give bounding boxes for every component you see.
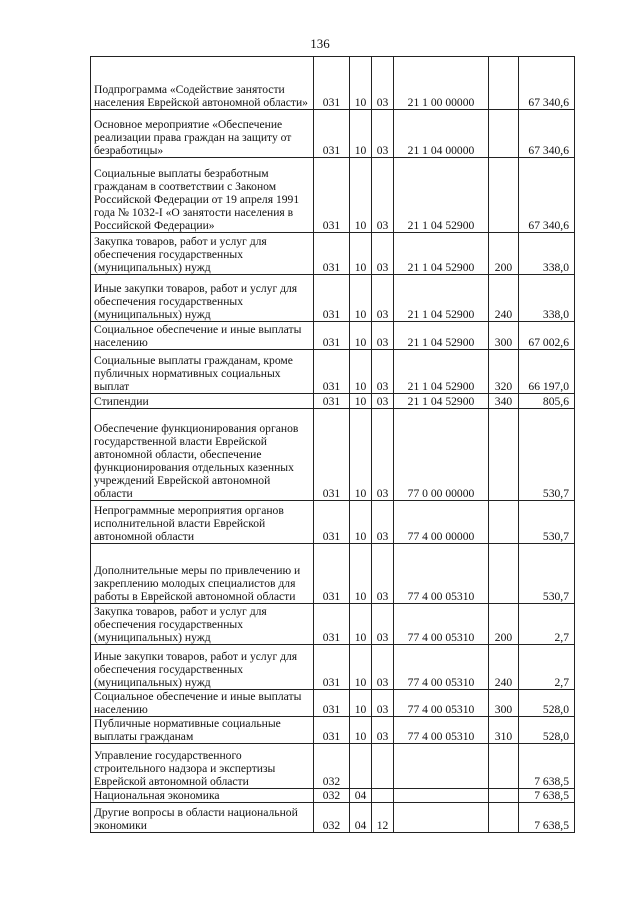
row-ved-cell	[314, 645, 350, 690]
row-name-cell	[91, 322, 314, 350]
table-row	[91, 394, 575, 409]
row-target-article-cell-text: 21 1 04 52900	[407, 336, 475, 349]
table-row	[91, 322, 575, 350]
row-ved-cell-text: 032	[322, 775, 341, 788]
row-subsection-cell	[372, 322, 394, 350]
table-row	[91, 501, 575, 544]
row-subsection-cell	[372, 158, 394, 233]
row-subsection-cell-text: 12	[376, 819, 389, 832]
row-name-cell	[91, 645, 314, 690]
row-name-cell-text: Публичные нормативные социальные выплаты гражданам	[94, 717, 281, 743]
row-name-cell	[91, 744, 314, 789]
row-amount-cell	[519, 275, 575, 322]
row-target-article-cell	[394, 233, 489, 275]
row-expense-type-cell	[489, 544, 519, 604]
row-target-article-cell-text: 21 1 04 52900	[407, 219, 475, 232]
row-ved-cell	[314, 501, 350, 544]
row-subsection-cell-text: 03	[376, 530, 389, 543]
row-ved-cell-text: 031	[322, 395, 341, 408]
row-name-cell	[91, 789, 314, 803]
row-ved-cell-text: 031	[322, 380, 341, 393]
row-amount-cell	[519, 233, 575, 275]
row-ved-cell-text: 031	[322, 487, 341, 500]
row-expense-type-cell-text: 300	[494, 336, 513, 349]
row-name-cell-text: Другие вопросы в области национальной экономики	[94, 806, 298, 832]
row-ved-cell-text: 031	[322, 676, 341, 689]
row-subsection-cell-text: 03	[376, 395, 389, 408]
row-amount-cell-text: 7 638,5	[534, 819, 569, 832]
row-section-cell	[350, 233, 372, 275]
row-amount-cell	[519, 409, 575, 501]
row-amount-cell	[519, 322, 575, 350]
row-subsection-cell	[372, 394, 394, 409]
row-ved-cell	[314, 744, 350, 789]
table-row	[91, 604, 575, 645]
row-subsection-cell-text: 03	[376, 308, 389, 321]
row-name-cell	[91, 803, 314, 833]
row-name-cell	[91, 409, 314, 501]
row-amount-cell	[519, 501, 575, 544]
row-expense-type-cell-text: 300	[494, 703, 513, 716]
row-section-cell-text: 10	[354, 96, 367, 109]
row-section-cell-text: 04	[354, 819, 367, 832]
row-ved-cell	[314, 803, 350, 833]
table-row	[91, 233, 575, 275]
row-section-cell-text: 10	[354, 730, 367, 743]
row-name-cell	[91, 604, 314, 645]
row-ved-cell-text: 031	[322, 219, 341, 232]
row-expense-type-cell	[489, 604, 519, 645]
row-name-cell	[91, 233, 314, 275]
row-expense-type-cell	[489, 275, 519, 322]
row-name-cell	[91, 717, 314, 744]
row-amount-cell	[519, 544, 575, 604]
row-amount-cell	[519, 645, 575, 690]
row-section-cell-text: 10	[354, 380, 367, 393]
row-expense-type-cell	[489, 744, 519, 789]
row-amount-cell-text: 338,0	[542, 261, 569, 274]
row-section-cell	[350, 604, 372, 645]
row-name-cell-text: Стипендии	[94, 395, 149, 408]
row-ved-cell	[314, 690, 350, 717]
row-subsection-cell-text: 03	[376, 631, 389, 644]
row-ved-cell-text: 031	[322, 261, 341, 274]
row-section-cell	[350, 544, 372, 604]
row-section-cell	[350, 717, 372, 744]
row-subsection-cell-text: 03	[376, 261, 389, 274]
row-target-article-cell	[394, 690, 489, 717]
row-ved-cell-text: 031	[322, 96, 341, 109]
row-subsection-cell	[372, 544, 394, 604]
row-expense-type-cell	[489, 394, 519, 409]
row-expense-type-cell-text: 340	[494, 395, 513, 408]
row-amount-cell-text: 67 340,6	[528, 144, 569, 157]
row-name-cell-text: Социальное обеспечение и иные выплаты населению	[94, 690, 302, 716]
row-section-cell-text: 10	[354, 261, 367, 274]
row-expense-type-cell	[489, 350, 519, 394]
row-target-article-cell-text: 77 4 00 05310	[407, 676, 475, 689]
row-expense-type-cell-text: 200	[494, 261, 513, 274]
row-name-cell-text: Подпрограмма «Содействие занятости населения Еврейской автономной области»	[94, 83, 308, 109]
row-target-article-cell	[394, 322, 489, 350]
row-section-cell-text: 10	[354, 308, 367, 321]
row-amount-cell	[519, 57, 575, 110]
row-name-cell-text: Непрограммные мероприятия органов исполнительной власти Еврейской автономной области	[94, 504, 284, 543]
row-amount-cell	[519, 717, 575, 744]
row-section-cell	[350, 57, 372, 110]
row-ved-cell-text: 031	[322, 703, 341, 716]
row-subsection-cell	[372, 501, 394, 544]
row-amount-cell-text: 2,7	[554, 676, 569, 689]
row-subsection-cell	[372, 744, 394, 789]
row-target-article-cell	[394, 604, 489, 645]
row-target-article-cell-text: 21 1 04 52900	[407, 308, 475, 321]
row-name-cell-text: Закупка товаров, работ и услуг для обеспечения государственных (муниципальных) нужд	[94, 605, 267, 644]
row-expense-type-cell	[489, 645, 519, 690]
table-body	[91, 57, 575, 833]
row-subsection-cell-text: 03	[376, 730, 389, 743]
row-subsection-cell-text: 03	[376, 487, 389, 500]
row-name-cell-text: Дополнительные меры по привлечению и закреплению молодых специалистов для работы в Еврейской автономной области	[94, 564, 301, 603]
row-section-cell	[350, 350, 372, 394]
row-subsection-cell-text: 03	[376, 336, 389, 349]
table-row	[91, 57, 575, 110]
row-amount-cell-text: 530,7	[542, 487, 569, 500]
row-subsection-cell	[372, 409, 394, 501]
table-row	[91, 717, 575, 744]
row-section-cell	[350, 322, 372, 350]
row-name-cell	[91, 690, 314, 717]
row-target-article-cell-text: 77 4 00 05310	[407, 730, 475, 743]
row-name-cell	[91, 394, 314, 409]
row-subsection-cell-text: 03	[376, 703, 389, 716]
row-subsection-cell	[372, 57, 394, 110]
row-section-cell	[350, 158, 372, 233]
row-amount-cell	[519, 690, 575, 717]
row-ved-cell-text: 032	[322, 789, 341, 802]
row-subsection-cell-text: 03	[376, 144, 389, 157]
row-section-cell-text: 10	[354, 395, 367, 408]
row-section-cell	[350, 409, 372, 501]
row-subsection-cell-text: 03	[376, 676, 389, 689]
row-expense-type-cell-text: 240	[494, 676, 513, 689]
row-expense-type-cell-text: 200	[494, 631, 513, 644]
row-subsection-cell	[372, 350, 394, 394]
row-ved-cell	[314, 110, 350, 158]
budget-table	[90, 56, 575, 833]
row-expense-type-cell	[489, 717, 519, 744]
row-name-cell	[91, 350, 314, 394]
row-section-cell-text: 10	[354, 530, 367, 543]
row-subsection-cell-text: 03	[376, 219, 389, 232]
row-subsection-cell-text: 03	[376, 96, 389, 109]
row-ved-cell	[314, 717, 350, 744]
row-section-cell	[350, 744, 372, 789]
row-section-cell-text: 10	[354, 676, 367, 689]
table-row	[91, 744, 575, 789]
row-target-article-cell	[394, 409, 489, 501]
row-amount-cell	[519, 350, 575, 394]
row-ved-cell-text: 031	[322, 631, 341, 644]
row-section-cell-text: 10	[354, 631, 367, 644]
row-amount-cell-text: 7 638,5	[534, 775, 569, 788]
row-amount-cell	[519, 789, 575, 803]
row-section-cell	[350, 645, 372, 690]
row-expense-type-cell	[489, 803, 519, 833]
table-row	[91, 690, 575, 717]
row-subsection-cell	[372, 717, 394, 744]
row-ved-cell	[314, 158, 350, 233]
row-section-cell-text: 10	[354, 487, 367, 500]
row-name-cell	[91, 544, 314, 604]
row-section-cell-text: 04	[354, 789, 367, 802]
row-expense-type-cell	[489, 690, 519, 717]
row-amount-cell	[519, 803, 575, 833]
row-expense-type-cell	[489, 158, 519, 233]
row-expense-type-cell	[489, 110, 519, 158]
row-target-article-cell	[394, 717, 489, 744]
row-ved-cell-text: 032	[322, 819, 341, 832]
row-target-article-cell-text: 77 0 00 00000	[407, 487, 475, 500]
row-name-cell-text: Иные закупки товаров, работ и услуг для обеспечения государственных (муниципальных) нужд	[94, 650, 298, 689]
row-expense-type-cell-text: 320	[494, 380, 513, 393]
row-ved-cell-text: 031	[322, 336, 341, 349]
row-name-cell-text: Национальная экономика	[94, 789, 220, 802]
row-ved-cell-text: 031	[322, 590, 341, 603]
row-name-cell-text: Закупка товаров, работ и услуг для обеспечения государственных (муниципальных) нужд	[94, 235, 267, 274]
row-ved-cell	[314, 233, 350, 275]
row-target-article-cell-text: 77 4 00 05310	[407, 590, 475, 603]
row-subsection-cell	[372, 275, 394, 322]
row-expense-type-cell	[489, 789, 519, 803]
row-section-cell-text: 10	[354, 144, 367, 157]
row-target-article-cell	[394, 744, 489, 789]
row-name-cell-text: Обеспечение функционирования органов государственной власти Еврейской автономной области, обеспечение функционирования отдельных казенных учреждений Еврейской автономной области	[94, 422, 299, 500]
table-row	[91, 645, 575, 690]
row-amount-cell-text: 7 638,5	[534, 789, 569, 802]
row-expense-type-cell	[489, 501, 519, 544]
row-subsection-cell	[372, 690, 394, 717]
row-section-cell	[350, 789, 372, 803]
row-amount-cell-text: 67 002,6	[528, 336, 569, 349]
row-ved-cell	[314, 409, 350, 501]
table-row	[91, 110, 575, 158]
row-name-cell	[91, 275, 314, 322]
row-target-article-cell	[394, 645, 489, 690]
row-ved-cell-text: 031	[322, 530, 341, 543]
table-row	[91, 409, 575, 501]
row-section-cell	[350, 394, 372, 409]
row-amount-cell-text: 67 340,6	[528, 96, 569, 109]
row-ved-cell	[314, 350, 350, 394]
row-subsection-cell	[372, 789, 394, 803]
row-subsection-cell	[372, 604, 394, 645]
row-name-cell-text: Иные закупки товаров, работ и услуг для обеспечения государственных (муниципальных) нужд	[94, 282, 298, 321]
row-target-article-cell-text: 21 1 04 52900	[407, 395, 475, 408]
row-amount-cell-text: 530,7	[542, 590, 569, 603]
row-expense-type-cell	[489, 57, 519, 110]
row-ved-cell	[314, 275, 350, 322]
row-ved-cell	[314, 604, 350, 645]
row-target-article-cell	[394, 789, 489, 803]
row-target-article-cell-text: 77 4 00 05310	[407, 703, 475, 716]
table-row	[91, 158, 575, 233]
row-amount-cell	[519, 158, 575, 233]
row-name-cell-text: Управление государственного строительного надзора и экспертизы Еврейской автономной области	[94, 749, 276, 788]
row-subsection-cell	[372, 233, 394, 275]
page-number: 136	[310, 36, 330, 51]
row-name-cell	[91, 501, 314, 544]
table-row	[91, 275, 575, 322]
row-target-article-cell	[394, 803, 489, 833]
row-ved-cell-text: 031	[322, 308, 341, 321]
row-target-article-cell	[394, 110, 489, 158]
row-target-article-cell-text: 77 4 00 00000	[407, 530, 475, 543]
row-subsection-cell-text: 03	[376, 380, 389, 393]
row-section-cell-text: 10	[354, 590, 367, 603]
row-amount-cell-text: 2,7	[554, 631, 569, 644]
row-name-cell	[91, 110, 314, 158]
row-amount-cell	[519, 394, 575, 409]
row-amount-cell-text: 528,0	[542, 703, 569, 716]
row-target-article-cell-text: 21 1 04 52900	[407, 380, 475, 393]
row-name-cell	[91, 158, 314, 233]
row-target-article-cell-text: 21 1 00 00000	[407, 96, 475, 109]
row-name-cell	[91, 57, 314, 110]
row-section-cell	[350, 803, 372, 833]
row-target-article-cell	[394, 544, 489, 604]
row-amount-cell-text: 338,0	[542, 308, 569, 321]
row-expense-type-cell-text: 310	[494, 730, 513, 743]
row-ved-cell	[314, 322, 350, 350]
row-amount-cell-text: 66 197,0	[528, 380, 569, 393]
row-name-cell-text: Социальные выплаты гражданам, кроме публичных нормативных социальных выплат	[94, 354, 293, 393]
row-name-cell-text: Основное мероприятие «Обеспечение реализации права граждан на защиту от безработицы»	[94, 118, 292, 157]
row-target-article-cell	[394, 57, 489, 110]
row-expense-type-cell	[489, 233, 519, 275]
row-target-article-cell-text: 21 1 04 00000	[407, 144, 475, 157]
row-target-article-cell-text: 77 4 00 05310	[407, 631, 475, 644]
row-amount-cell	[519, 744, 575, 789]
row-expense-type-cell-text: 240	[494, 308, 513, 321]
row-name-cell-text: Социальные выплаты безработным гражданам в соответствии с Законом Российской Федерации от 19 апреля 1991 года № 1032-I «О занятости населения в Российской Федерации»	[94, 167, 300, 232]
row-amount-cell-text: 67 340,6	[528, 219, 569, 232]
row-subsection-cell	[372, 645, 394, 690]
row-target-article-cell	[394, 275, 489, 322]
row-expense-type-cell	[489, 322, 519, 350]
row-subsection-cell	[372, 803, 394, 833]
row-target-article-cell	[394, 158, 489, 233]
row-section-cell-text: 10	[354, 703, 367, 716]
row-subsection-cell-text: 03	[376, 590, 389, 603]
row-amount-cell-text: 528,0	[542, 730, 569, 743]
row-section-cell	[350, 690, 372, 717]
row-amount-cell-text: 805,6	[542, 395, 569, 408]
row-section-cell-text: 10	[354, 336, 367, 349]
row-ved-cell	[314, 789, 350, 803]
row-amount-cell-text: 530,7	[542, 530, 569, 543]
table-row	[91, 803, 575, 833]
row-amount-cell	[519, 110, 575, 158]
row-target-article-cell-text: 21 1 04 52900	[407, 261, 475, 274]
row-ved-cell-text: 031	[322, 144, 341, 157]
row-section-cell-text: 10	[354, 219, 367, 232]
row-amount-cell	[519, 604, 575, 645]
row-section-cell	[350, 275, 372, 322]
row-target-article-cell	[394, 501, 489, 544]
table-row	[91, 789, 575, 803]
row-ved-cell-text: 031	[322, 730, 341, 743]
table-row	[91, 544, 575, 604]
row-ved-cell	[314, 57, 350, 110]
row-ved-cell	[314, 544, 350, 604]
row-section-cell	[350, 501, 372, 544]
row-subsection-cell	[372, 110, 394, 158]
row-ved-cell	[314, 394, 350, 409]
row-name-cell-text: Социальное обеспечение и иные выплаты населению	[94, 323, 302, 349]
row-target-article-cell	[394, 394, 489, 409]
table-row	[91, 350, 575, 394]
row-expense-type-cell	[489, 409, 519, 501]
row-section-cell	[350, 110, 372, 158]
row-target-article-cell	[394, 350, 489, 394]
